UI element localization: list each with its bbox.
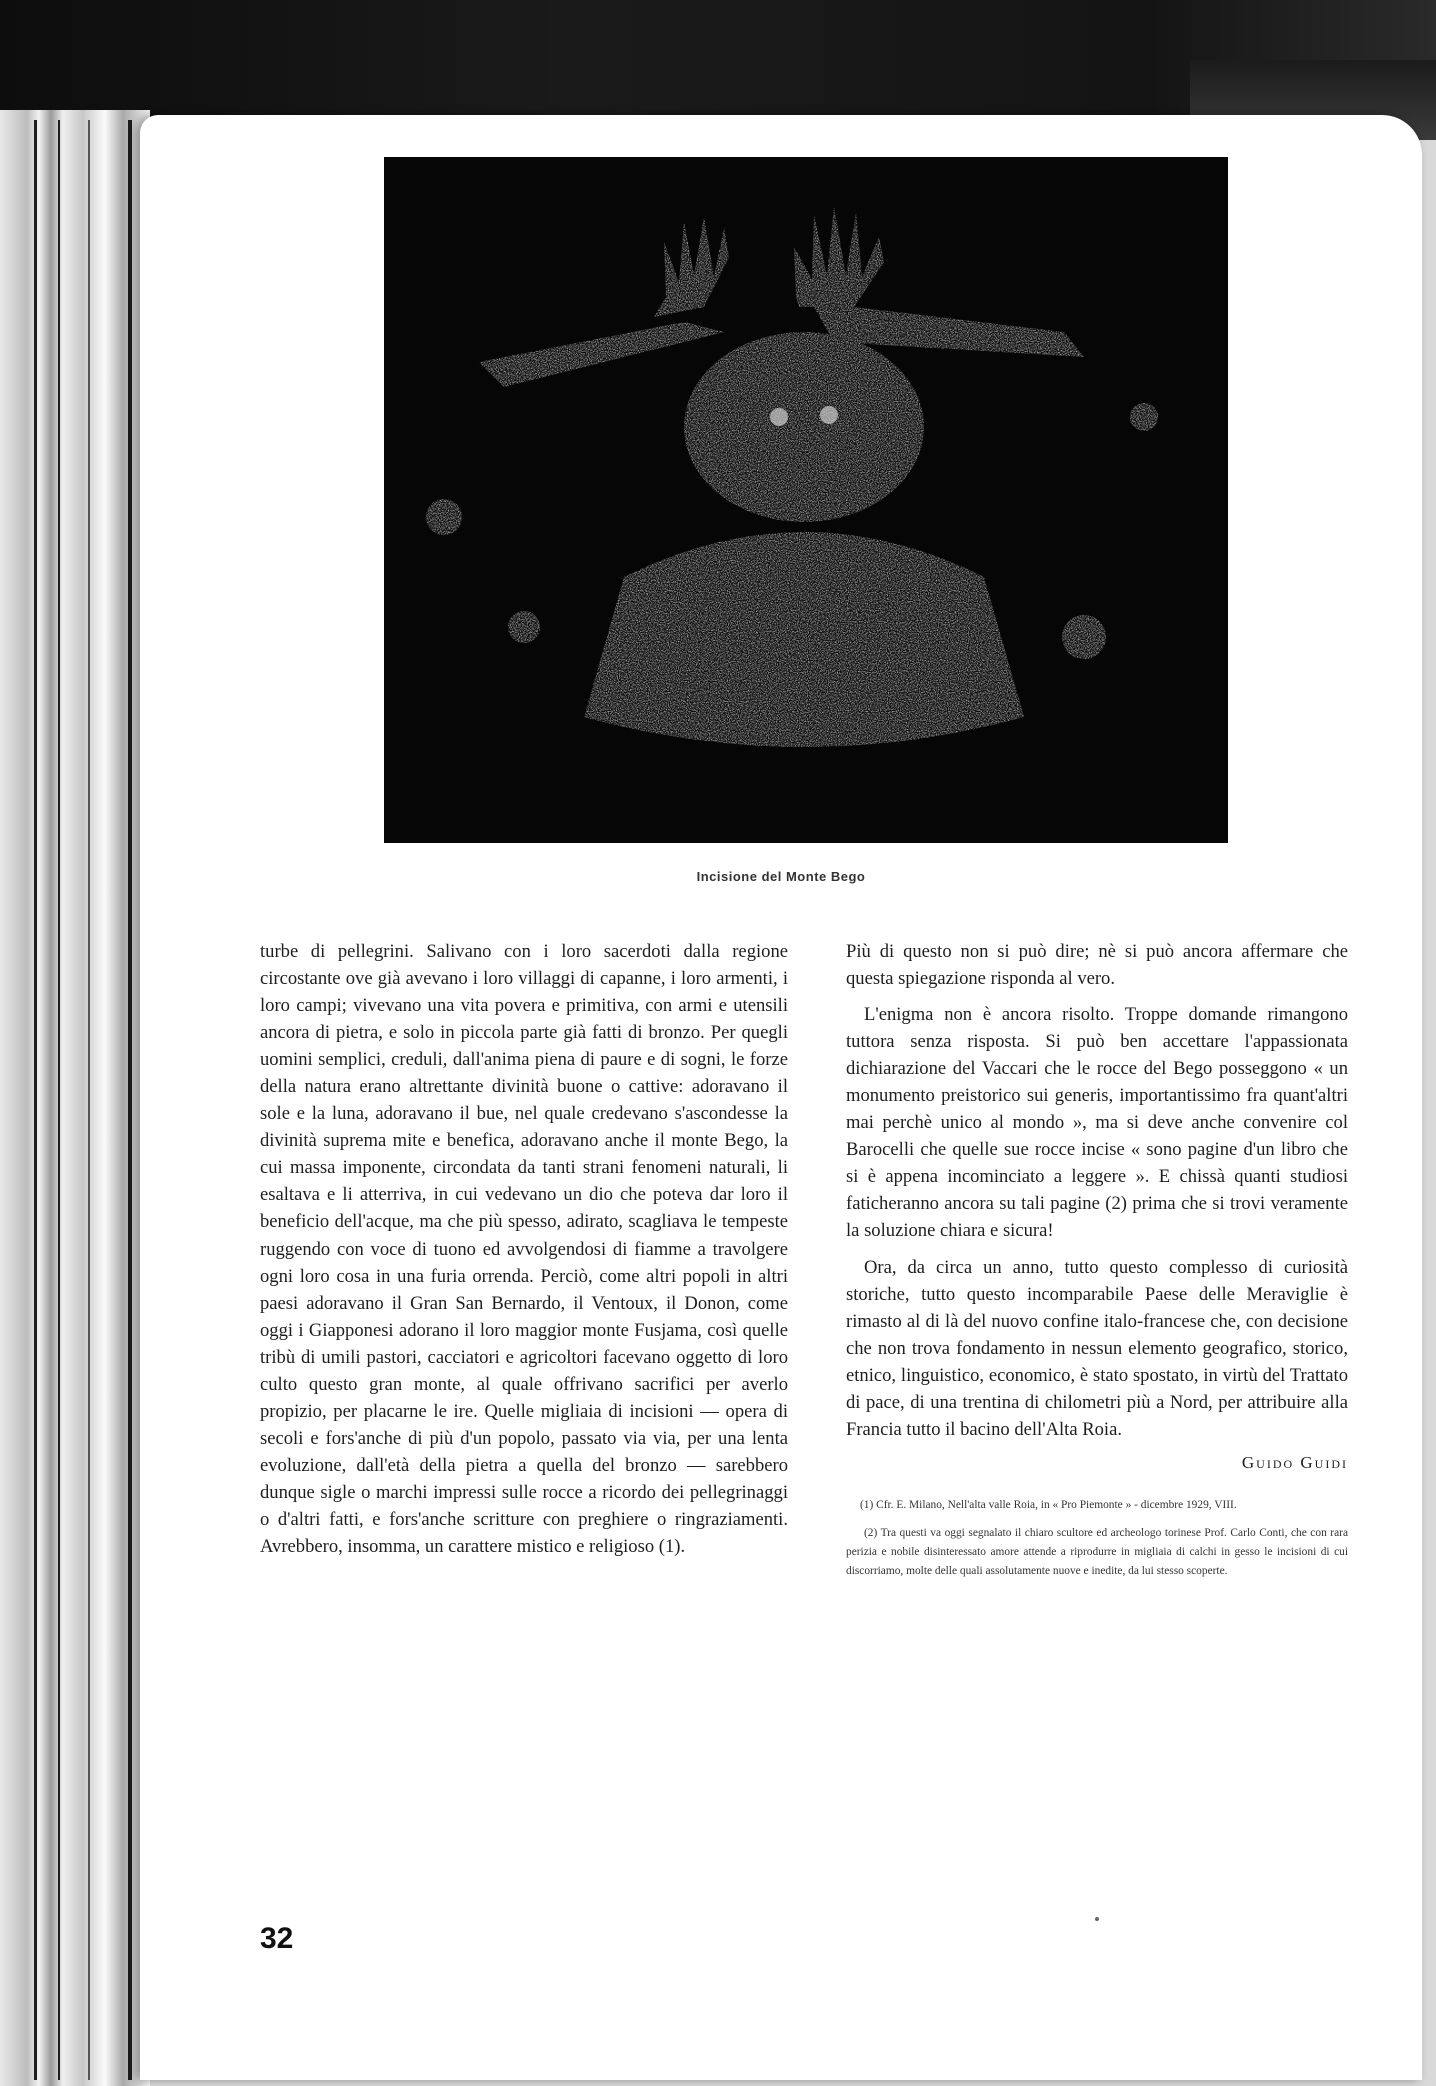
left-text-column xyxy=(260,938,788,1560)
body-paragraph: Più di questo non si può dire; nè si può ancora affermare che questa spiegazione risponda al vero. xyxy=(846,941,1348,990)
spine-edge-line xyxy=(34,120,37,2080)
print-speck xyxy=(1095,1917,1099,1921)
footnote: (2) Tra questi va oggi segnalato il chiaro scultore ed archeologo torinese Prof. Carlo Conti, che con rara perizia e nobile disinteressato amore attende a riprodurre in migliaia di calchi in gesso le incisioni di cui discorriamo, molte delle quali assolutamente nuove e inedite, da lui stesso scoperte. xyxy=(846,1526,1348,1577)
body-paragraph: L'enigma non è ancora risolto. Troppe domande rimangono tuttora senza risposta. Si può ben accettare l'appassionata dichiarazione del Vaccari che le rocce del Bego posseggono « un monumento preistorico sui generis, importantissimo fra quant'altri mai perchè unico al mondo », ma si deve anche convenire col Barocelli che quelle sue rocce incise « sono pagine d'un libro che si è appena incominciato a leggere ». E chissà quanti studiosi faticheranno ancora su tali pagine (2) prima che si trovi veramente la soluzione chiara e sicura! xyxy=(846,1004,1348,1242)
page-number: 32 xyxy=(260,1922,294,1955)
body-paragraph: turbe di pellegrini. Salivano con i loro sacerdoti dalla regione circostante ove già avevano i loro villaggi di capanne, i loro armenti, i loro campi; vivevano una vita povera e primitiva, con armi e utensili ancora di pietra, e solo in piccola parte già fatti di bronzo. Per quegli uomini semplici, creduli, dall'anima piena di paure e di sogni, le forze della natura erano altrettante divinità buone o cattive: adoravano il sole e la luna, adoravano il bue, nel quale credevano s'ascondesse la divinità suprema mite e benefica, adoravano anche il monte Bego, la cui massa imponente, circondata da tanti strani fenomeni naturali, li esaltava e li atterriva, in cui vedevano un dio che poteva dar loro il beneficio dell'acque, ma che più spesso, adirato, scagliava le tempeste ruggendo con voce di tuono ed avvolgendosi di fiamme a travolgere ogni loro cosa in una furia orrenda. Perciò, come altri popoli in altri paesi adoravano il Gran San Bernardo, il Ventoux, il Donon, come oggi i Giapponesi adorano il loro maggior monte Fusjama, così quelle tribù di umili pastori, cacciatori e agricoltori facevano oggetto di loro culto questo gran monte, al quale offrivano sacrifici per averlo propizio, per placarne le ire. Quelle migliaia di incisioni — opera di secoli e fors'anche di più d'un popolo, passato via via, per una lenta evoluzione, dall'età della pietra a quella del bronzo — sarebbero dunque sigle o marchi impressi sulle rocce a ricordo dei pellegrinaggi o d'altri fatti, e fors'anche scritture con preghiere o ringraziamenti. Avrebbero, insomma, un carattere mistico e religioso (1). xyxy=(260,941,788,1558)
engraving-image xyxy=(384,157,1228,843)
right-text-column xyxy=(846,938,1348,1584)
footnote: (1) Cfr. E. Milano, Nell'alta valle Roia, in « Pro Piemonte » - dicembre 1929, VIII. xyxy=(860,1498,1237,1511)
author-signature: Guido Guidi xyxy=(1241,1452,1348,1472)
footnotes xyxy=(846,1496,1348,1581)
magazine-page xyxy=(140,115,1422,2080)
photo-caption: Incisione del Monte Bego xyxy=(696,869,866,884)
body-paragraph: Ora, da circa un anno, tutto questo complesso di curiosità storiche, tutto questo incomparabile Paese delle Meraviglie è rimasto al di là del nuovo confine italo-francese che, con decisione che non trova fondamento in nessun elemento geografico, storico, etnico, linguistico, economico, è stato spostato, in virtù del Trattato di pace, di una trentina di chilometri più a Nord, per attribuire alla Francia tutto il bacino dell'Alta Roia. xyxy=(846,1256,1348,1440)
spine-edge-line xyxy=(58,120,60,2080)
rock-engraving-photo xyxy=(384,157,1228,843)
spine-edge-line xyxy=(88,120,90,2080)
spine-edge-line xyxy=(128,120,132,2080)
